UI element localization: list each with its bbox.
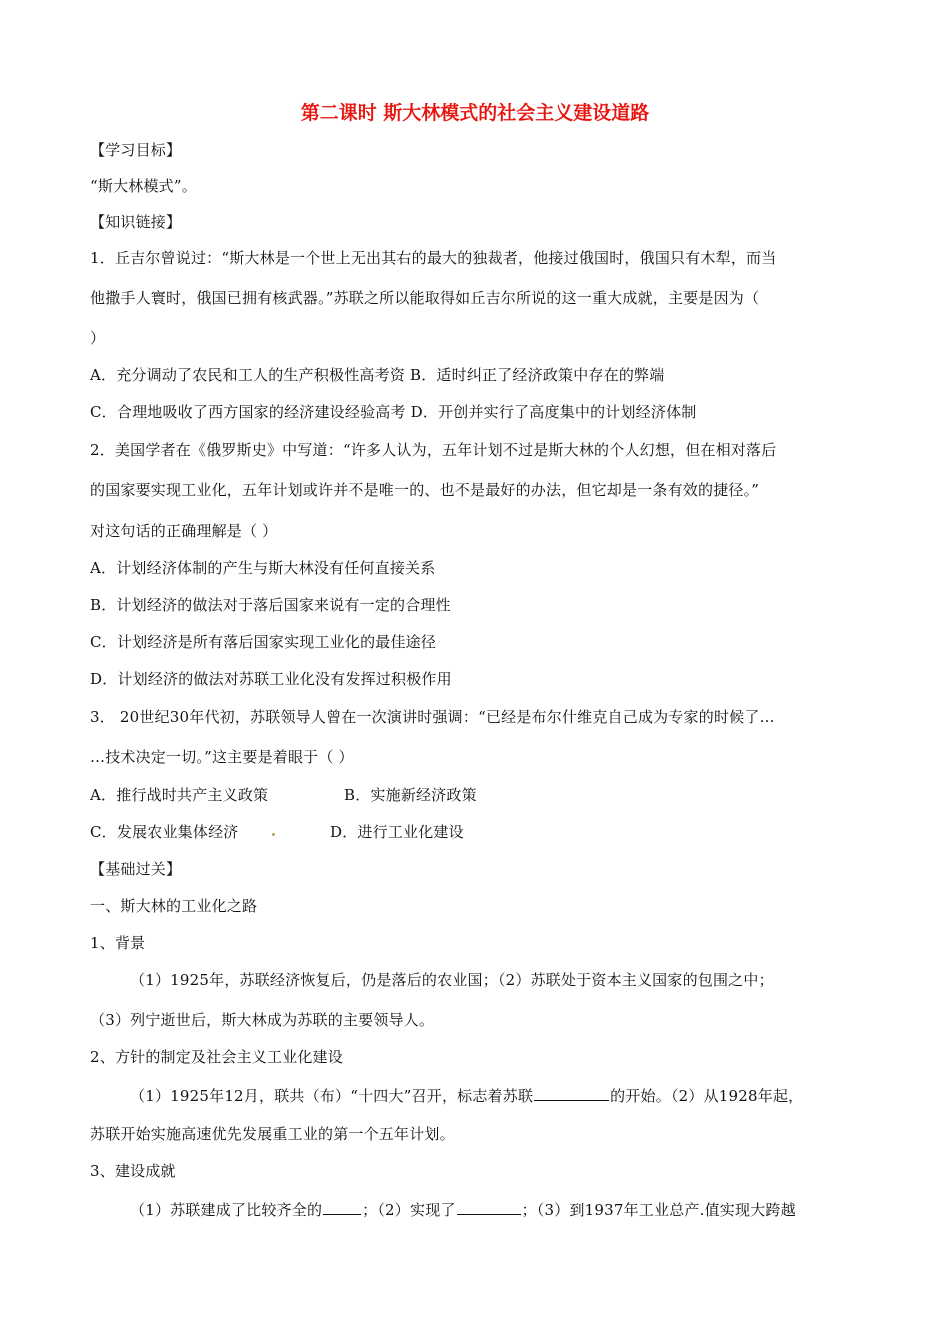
q2-line-1: 2．美国学者在《俄罗斯史》中写道：“许多人认为，五年计划不过是斯大林的个人幻想，但在相对落后 (90, 441, 777, 459)
goals-text: “斯大林模式”。 (90, 177, 197, 195)
q2-option-b: B．计划经济的做法对于落后国家来说有一定的合理性 (90, 596, 451, 614)
q3-option-b: B．实施新经济政策 (344, 786, 477, 804)
q1-line-2: 他撒手人寰时，俄国已拥有核武器。”苏联之所以能取得如丘吉尔所说的这一重大成就，主要是因为（ (90, 289, 760, 307)
q3-option-c: C．发展农业集体经济 (90, 823, 239, 841)
q1-line-3: ） (90, 329, 106, 347)
page-title: 第二课时 斯大林模式的社会主义建设道路 (300, 102, 650, 124)
achievements-part-c: ；（3）到1937年工业总产.值实现大跨越 (521, 1201, 796, 1219)
q2-option-a: A．计划经济体制的产生与斯大林没有任何直接关系 (90, 559, 436, 577)
achievements-heading: 3、建设成就 (90, 1162, 176, 1180)
q2-line-3: 对这句话的正确理解是（ ） (90, 522, 278, 540)
q2-line-2: 的国家要实现工业化，五年计划或许并不是唯一的、也不是最好的办法，但它却是一条有效的捷径。” (90, 481, 760, 499)
q3-line-2: …技术决定一切。”这主要是着眼于（ ） (90, 748, 354, 766)
background-line-1: （1）1925年，苏联经济恢复后，仍是落后的农业国；（2）苏联处于资本主义国家的包围之中； (130, 971, 774, 989)
fill-blank-3[interactable] (457, 1198, 521, 1215)
fill-blank-2[interactable] (323, 1198, 361, 1215)
background-line-2: （3）列宁逝世后，斯大林成为苏联的主要领导人。 (90, 1011, 435, 1029)
q2-option-d: D．计划经济的做法对苏联工业化没有发挥过积极作用 (90, 670, 452, 688)
policy-heading: 2、方针的制定及社会主义工业化建设 (90, 1048, 343, 1066)
fill-blank-1[interactable] (534, 1084, 609, 1101)
q3-option-d: D．进行工业化建设 (330, 823, 464, 841)
policy-line-1-part-b: 的开始。（2）从1928年起， (610, 1087, 804, 1105)
stray-dot-mark (272, 833, 275, 836)
policy-line-2: 苏联开始实施高速优先发展重工业的第一个五年计划。 (90, 1125, 455, 1143)
q3-line-1: 3． 20世纪30年代初，苏联领导人曾在一次演讲时强调：“已经是布尔什维克自己成为专家的时候了… (90, 708, 775, 726)
policy-line-1 (130, 1084, 803, 1106)
background-heading: 1、背景 (90, 934, 146, 952)
q3-option-a: A．推行战时共产主义政策 (90, 786, 269, 804)
policy-line-1-part-a: （1）1925年12月，联共（布）“十四大”召开，标志着苏联 (130, 1087, 534, 1105)
section-header-basics: 【基础过关】 (90, 860, 182, 878)
achievements-line-1 (130, 1198, 796, 1220)
q2-option-c: C．计划经济是所有落后国家实现工业化的最佳途径 (90, 633, 437, 651)
q1-options-cd: C．合理地吸收了西方国家的经济建设经验高考 D．开创并实行了高度集中的计划经济体制 (90, 403, 697, 421)
q1-options-ab: A．充分调动了农民和工人的生产积极性高考资 B．适时纠正了经济政策中存在的弊端 (90, 366, 665, 384)
achievements-part-a: （1）苏联建成了比较齐全的 (130, 1201, 323, 1219)
section-header-knowledge: 【知识链接】 (90, 213, 182, 231)
section-header-goals: 【学习目标】 (90, 141, 182, 159)
q1-line-1: 1．丘吉尔曾说过：“斯大林是一个世上无出其右的最大的独裁者，他接过俄国时，俄国只有木犁，而当 (90, 249, 777, 267)
achievements-part-b: ；（2）实现了 (362, 1201, 456, 1219)
part1-heading: 一、斯大林的工业化之路 (90, 897, 258, 915)
